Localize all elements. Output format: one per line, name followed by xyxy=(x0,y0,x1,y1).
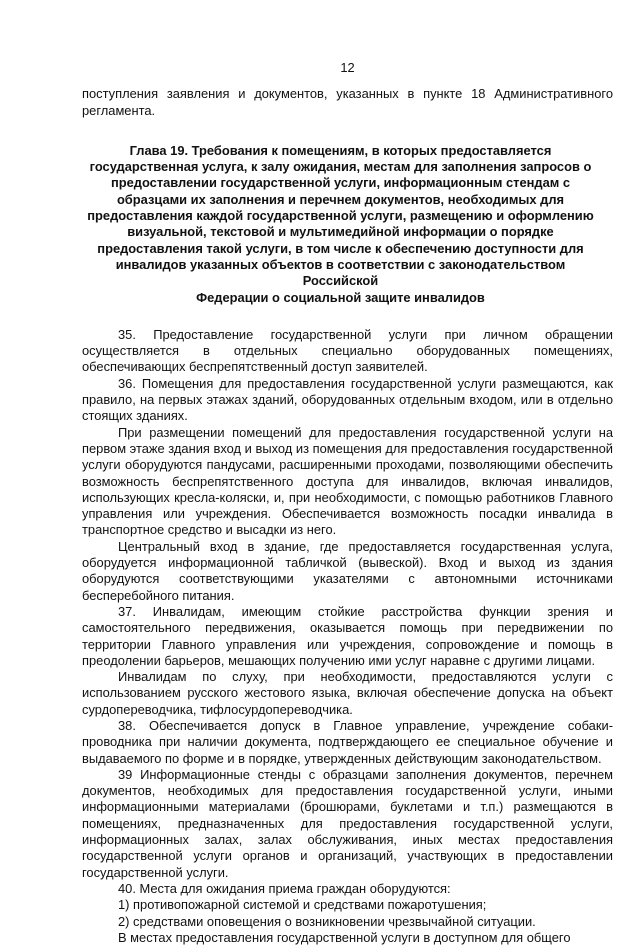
chapter-heading-line: образцами их заполнения и перечнем документов, необходимых для xyxy=(116,191,565,207)
chapter-heading-line: предоставлении государственной услуги, информационным стендам с xyxy=(110,175,571,191)
chapter-heading-line: государственная услуга, к залу ожидания, местам для заполнения запросов о xyxy=(89,159,592,175)
chapter-heading-line: предоставления такой услуги, в том числе к обеспечению доступности для xyxy=(97,240,584,256)
chapter-heading-line: Федерации о социальной защите инвалидов xyxy=(196,289,485,305)
page-number: 12 xyxy=(340,60,355,75)
paragraph-places: В местах предоставления государственной услуги в доступном для общего xyxy=(118,929,571,945)
list-item: 2) средствами оповещения о возникновении чрезвычайной ситуации. xyxy=(118,913,536,929)
paragraph-36-entrance: Центральный вход в здание, где предоставляется государственная услуга, оборудуется информационной табличкой (вывеской). Вход и выход из здания оборудуются соответствующими указателями с автономными источниками бесперебойного питания. xyxy=(82,538,613,603)
continuation-paragraph: поступления заявления и документов, указанных в пункте 18 Административного регламента. xyxy=(82,86,613,118)
chapter-heading-line: Глава 19. Требования к помещениям, в которых предоставляется xyxy=(129,142,552,158)
paragraph-36-placement: При размещении помещений для предоставления государственной услуги на первом этаже здания вход и выход из помещения для предоставления государственной услуги оборудуются пандусами, расширенными проходами, позволяющими обеспечить возможность беспрепятственного доступа для инвалидов, включая инвалидов, использующих кресла-коляски, и, при необходимости, с помощью работников Главного управления или учреждения. Обеспечивается возможность посадки инвалида в транспортное средство и высадки из него. xyxy=(82,424,613,538)
chapter-heading-line: предоставления каждой государственной услуги, размещению и оформлению xyxy=(87,208,594,224)
paragraph-37-hearing: Инвалидам по слуху, при необходимости, предоставляются услуги с использованием русского жестового языка, включая обеспечение допуска на объект сурдопереводчика, тифлосурдопереводчика. xyxy=(82,669,613,717)
chapter-heading xyxy=(86,143,595,306)
paragraph-36: 36. Помещения для предоставления государственной услуги размещаются, как правило, на первых этажах зданий, оборудованных отдельным входом, или в отдельно стоящих зданиях. xyxy=(82,375,613,424)
paragraph-35: 35. Предоставление государственной услуги при личном обращении осуществляется в отдельных специально оборудованных помещениях, обеспечивающих беспрепятственный доступ заявителей. xyxy=(82,326,613,375)
chapter-heading-line: визуальной, текстовой и мультимедийной информации о порядке xyxy=(127,224,554,240)
paragraph-38: 38. Обеспечивается допуск в Главное управление, учреждение собаки-проводника при наличии документа, подтверждающего ее специальное обучение и выдаваемого по форме и в порядке, утвержденных действующим законодательством. xyxy=(82,717,613,766)
paragraph-37: 37. Инвалидам, имеющим стойкие расстройства функции зрения и самостоятельного передвижения, оказывается помощь при передвижении по территории Главного управления или учреждения, сопровождение и помощь в преодолении барьеров, мешающих получению ими услуг наравне с другими лицами. xyxy=(82,603,613,668)
paragraph-40: 40. Места для ожидания приема граждан оборудуются: xyxy=(118,880,451,896)
list-item: 1) противопожарной системой и средствами пожаротушения; xyxy=(118,897,487,913)
paragraph-39: 39 Информационные стенды с образцами заполнения документов, перечнем документов, необходимых для предоставления государственной услуги, иными информационными материалами (брошюрами, буклетами и т.п.) размещаются в помещениях, предназначенных для предоставления государственной услуги, информационных залах, залах обслуживания, иных местах предоставления государственной услуги органов и организаций, участвующих в предоставлении государственной услуги. xyxy=(82,766,613,880)
chapter-heading-line: инвалидов указанных объектов в соответствии с законодательством Российской xyxy=(115,256,566,289)
